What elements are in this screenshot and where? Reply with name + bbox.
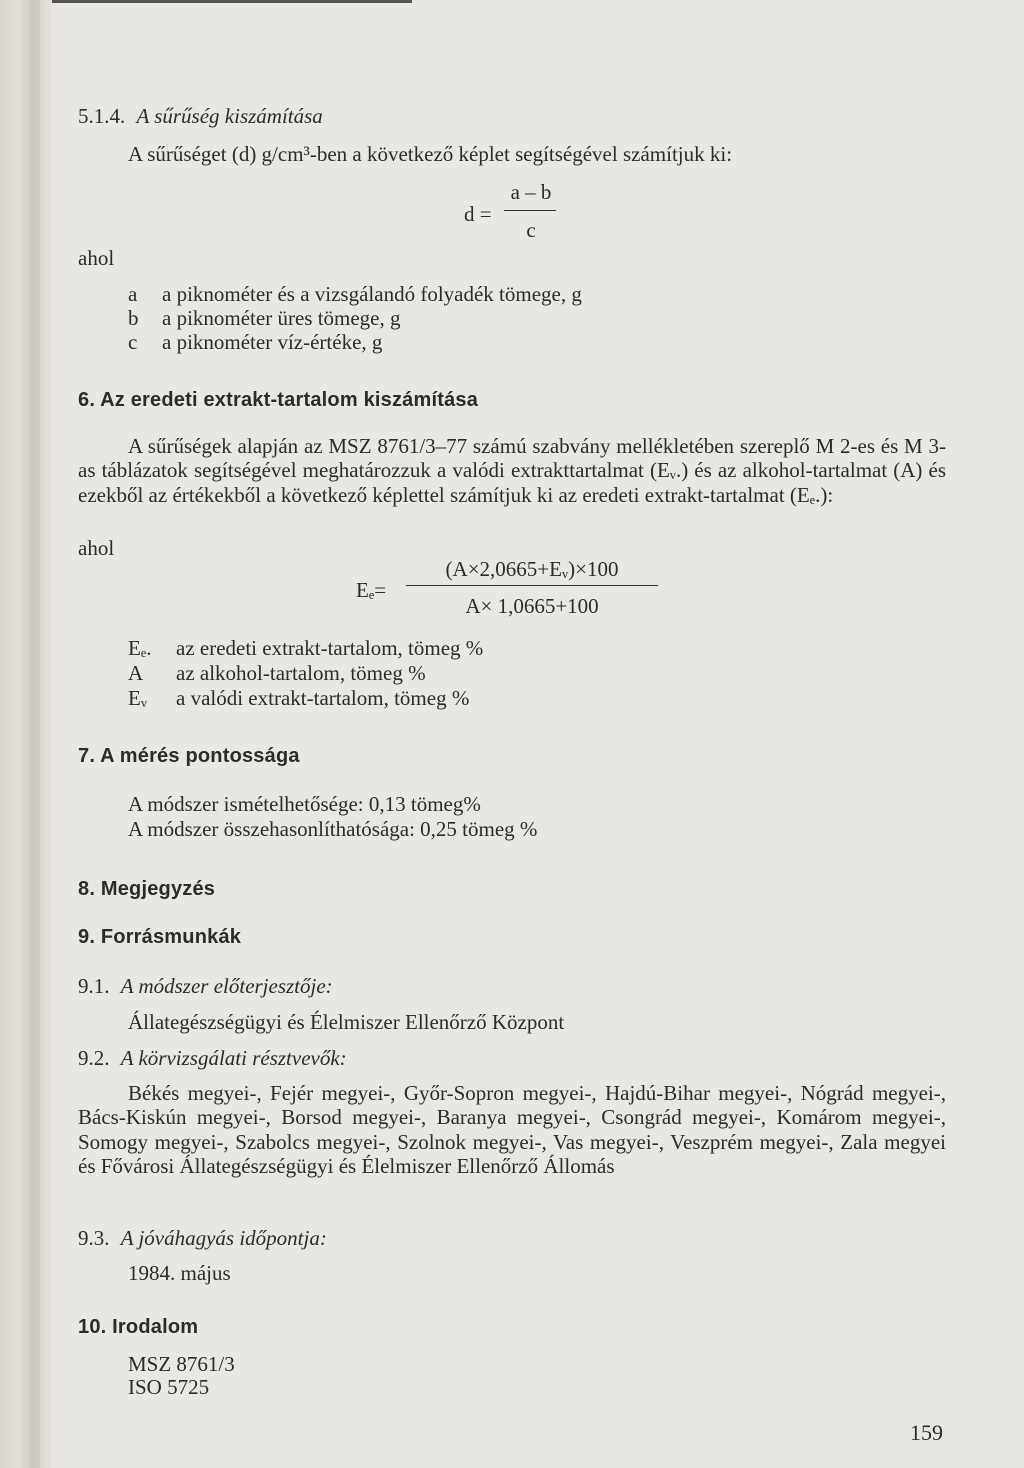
section-title: Megjegyzés (100, 878, 216, 900)
section-8-heading (78, 878, 215, 901)
page-number: 159 (910, 1420, 943, 1445)
formula-ee-numerator: (A×2,0665+Eᵥ)×100 (445, 557, 619, 581)
formula-d-denominator: c (526, 218, 536, 242)
formula-ee-lhs: Eₑ= (356, 578, 387, 602)
section-10-heading (78, 1316, 198, 1339)
definition-text: a piknométer üres tömege, g (162, 306, 401, 330)
section-title: Az eredeti extrakt-tartalom kiszámítása (100, 389, 479, 411)
definition-symbol: a (128, 282, 138, 306)
section-title: Forrásmunkák (100, 926, 242, 948)
formula-d-lhs: d = (464, 202, 492, 226)
section-title: A módszer előterjesztője: (120, 974, 333, 998)
precision-line: A módszer összehasonlíthatósága: 0,25 tömeg % (128, 817, 538, 841)
top-rule (52, 0, 412, 3)
ahol-label: ahol (78, 536, 115, 560)
section-number: 9.1. (78, 974, 110, 998)
formula-ee-denominator: A× 1,0665+100 (465, 594, 599, 618)
section-title: A mérés pontossága (100, 745, 300, 767)
section-5-1-4-heading (78, 104, 323, 128)
definition-symbol: Eᵥ (128, 686, 148, 710)
section-number: 7. (78, 745, 96, 767)
section-number: 6. (78, 389, 96, 411)
definition-text: az alkohol-tartalom, tömeg % (176, 661, 426, 685)
reference-item: ISO 5725 (128, 1375, 210, 1399)
binding-crease (30, 0, 40, 1468)
section-9-1-heading (78, 974, 333, 998)
section-9-2-heading (78, 1046, 347, 1070)
formula-d-fraction-bar (504, 210, 556, 211)
formula-ee-fraction-bar (406, 585, 658, 586)
section-number: 9.3. (78, 1226, 110, 1250)
ahol-label: ahol (78, 246, 115, 270)
definition-text: az eredeti extrakt-tartalom, tömeg % (176, 636, 484, 660)
section-title: A jóváhagyás időpontja: (120, 1226, 327, 1250)
definition-text: a valódi extrakt-tartalom, tömeg % (176, 686, 470, 710)
section-title: A körvizsgálati résztvevők: (120, 1046, 347, 1070)
reference-item: MSZ 8761/3 (128, 1352, 235, 1376)
section-number: 8. (78, 878, 96, 900)
section-title: A sűrűség kiszámítása (136, 104, 323, 128)
section-9-3-heading (78, 1226, 327, 1250)
section-number: 9.2. (78, 1046, 110, 1070)
section-9-1-body: Állategészségügyi és Élelmiszer Ellenőrző Központ (128, 1010, 565, 1034)
density-intro: A sűrűséget (d) g/cm³-ben a következő képlet segítségével számítjuk ki: (128, 142, 733, 166)
definition-symbol: c (128, 330, 138, 354)
definition-text: a piknométer és a vizsgálandó folyadék tömege, g (162, 282, 582, 306)
section-6-paragraph: A sűrűségek alapján az MSZ 8761/3–77 számú szabvány mellékletében szereplő M 2-es és M 3-as táblázatok segítségével meghatározzuk a valódi extrakttartalmat (Eᵥ.) és az alkohol-tartalmat (A) és ezekből az értékekből a következő képlettel számítjuk ki az eredeti extrakt-tartalmat (Eₑ.): (78, 434, 946, 507)
section-7-heading (78, 745, 300, 768)
formula-d-numerator: a – b (510, 180, 552, 204)
section-9-3-body: 1984. május (128, 1261, 231, 1285)
section-6-heading (78, 389, 478, 412)
definition-symbol: b (128, 306, 139, 330)
definition-symbol: A (128, 661, 144, 685)
section-9-2-body: Békés megyei-, Fejér megyei-, Győr-Sopron megyei-, Hajdú-Bihar megyei-, Nógrád megyei-, Bács-Kiskún megyei-, Borsod megyei-, Baranya megyei-, Csongrád megyei-, Komárom megyei-, Somogy megyei-, Szabolcs megyei-, Szolnok megyei-, Vas megyei-, Veszprém megyei-, Zala megyei és Fővárosi Állategészségügyi és Élelmiszer Ellenőrző Állomás (78, 1081, 946, 1178)
section-title: Irodalom (112, 1316, 199, 1338)
page-binding-shadow (0, 0, 52, 1468)
definition-symbol: Eₑ. (128, 636, 152, 660)
precision-line: A módszer ismételhetősége: 0,13 tömeg% (128, 792, 481, 816)
section-number: 9. (78, 926, 96, 948)
definition-text: a piknométer víz-értéke, g (162, 330, 383, 354)
section-number: 10. (78, 1316, 107, 1338)
section-9-heading (78, 926, 241, 949)
section-number: 5.1.4. (78, 104, 126, 128)
